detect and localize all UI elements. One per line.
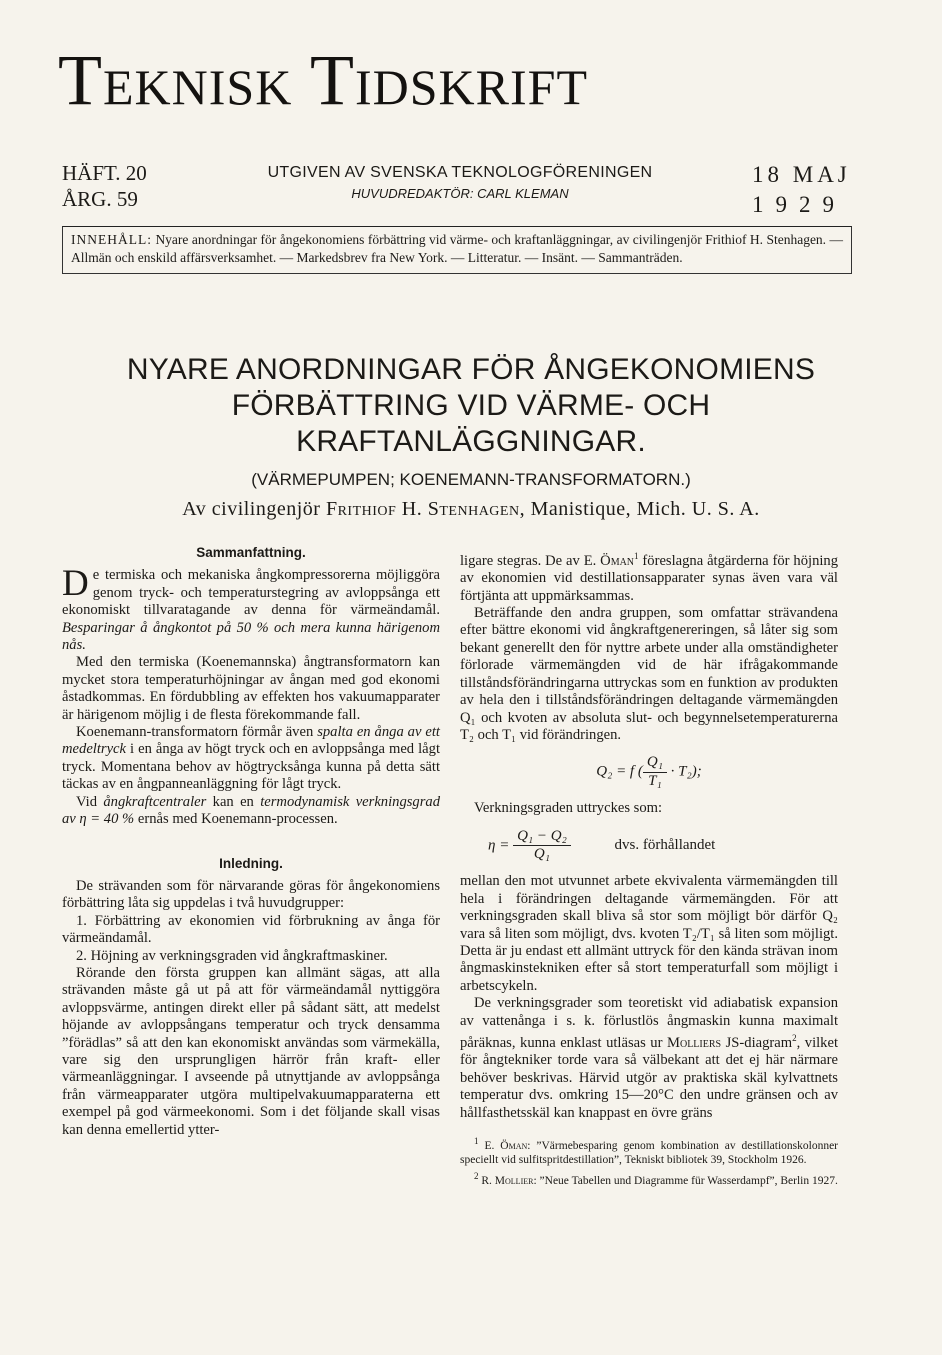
issue-info [62, 160, 147, 212]
intro-paragraph: De strävanden som för närvarande göras för ångekonomiens förbättring låta sig uppdelas i två huvudgrupper: [62, 877, 440, 912]
body-paragraph: ligare stegras. De av E. Öman$^1$ föreslagna åtgärderna för höjning av ekonomien vid destillationsapparater synas även vara väl förtjänta att uppmärksammas. [460, 551, 839, 604]
article-subtitle: (VÄRMEPUMPEN; KOENEMANN-TRANSFORMATORN.) [251, 470, 691, 489]
author-name: Frithiof H. Stenhagen [325, 498, 520, 520]
byline [40, 498, 902, 521]
masthead-title: Teknisk Tidskrift [58, 40, 589, 120]
date: 18 MAJ [752, 162, 851, 187]
volume-number: ÅRG. 59 [62, 187, 138, 211]
issue-number: HÄFT. 20 [62, 161, 147, 185]
toc-label: INNEHÅLL: [71, 232, 152, 247]
intro-heading: Inledning. [219, 855, 283, 871]
body-paragraph: mellan den mot utvunnet arbete ekvivalenta värmemängden till hela i förändringen deltagande värmemängden. För att verkningsgraden skall bliva så stor som möjligt bör därför Q₂ vara så liten som möjligt, dvs. kvoten T₂/T₁ så liten som möjligt. Detta är ju endast ett allmänt uttryck för den kända strävan inom ångmaskinstekniken efter så stort temperaturfall som möjligt i arbetscykeln. [460, 873, 838, 994]
drop-cap: D [62, 563, 89, 605]
footnotes [460, 1134, 838, 1188]
intro-paragraph: Rörande den första gruppen kan allmänt sägas, att alla strävanden måste gå ut på att för värmeändamål nyttiggöra avloppsvärme, antingen direkt eller på sådant sätt, att medelst höjande av avloppsångans temperatur och tryck densamma ”förädlas” så att den kan ekonomiskt användas som värmekälla, vare sig den ursprungligen härrör från kraft- eller värmeanläggningar. I avseende på utnyttjande av avloppsånga från värmeapparater utgöra multipelvakuumapparaterna ett exempel på god värmeekonomi. Som i det följande skall visas kan denna emellertid ytter- [62, 964, 440, 1138]
publisher: UTGIVEN AV SVENSKA TEKNOLOGFÖRENINGEN [267, 164, 653, 181]
summary-paragraph: De termiska och mekaniska ångkompressorerna möjliggöra genom tryck- och temperaturstegring av avloppsånga ett ekonomiskt tillvaratagande av denna för värmeändamål. Besparingar å ångkontot på 50 % och mera kunna härigenom nås. [62, 563, 440, 654]
list-item: 2. Höjning av verkningsgraden vid ångkraftmaskiner. [76, 947, 388, 964]
formula-q2: Q₂ = f ( $\frac{\text{Q₁}}{\text{T₁}}$ · T₂); [596, 754, 702, 789]
table-of-contents [62, 226, 852, 274]
body-paragraph: Verkningsgraden uttryckes som: [474, 800, 663, 817]
right-column [460, 548, 838, 1190]
left-column [62, 540, 440, 1139]
article-header [40, 352, 902, 521]
issue-date [752, 160, 851, 220]
year: 1929 [752, 192, 846, 217]
summary-paragraph: Koenemann-transformatorn förmår även spalta en ånga av ett medeltryck i en ånga av högt tryck och en avloppsånga med lågt tryck. Momentana behov av högtrycksånga kunna på detta sätt täckas av en ångpanneanläggning för lågt tryck. [62, 724, 440, 793]
body-paragraph: De verkningsgrader som teoretiskt vid adiabatisk expansion av vattenånga i s. k. förlustlös ångmaskin kunna maximalt påräknas, kunna enklast utläsas ur Molliers JS-diagram$^2$, vilket för ångtekniker torde vara så välbekant att det ej här närmare behöver beskrivas. Härvid utgör av praktiska skäl kylvattnets temperatur dvs. omkring 15—20°C den undre gränsen och av hållfasthetsskäl kan knappast en övre gräns [460, 995, 839, 1121]
byline-prefix: Av civilingenjör [182, 498, 321, 520]
formula-efficiency: η = $\frac{\text{Q₁ − Q₂}}{\text{Q₁}}$ dvs. förhållandet [488, 827, 716, 862]
body-paragraph: Beträffande den andra gruppen, som omfattar strävandena efter bättre ekonomi vid ångkraftgenereringen, så låter sig som bekant generellt den för nyttre arbete under alla omständigheter förlorade värmemängden vid de här ifrågakommande tillståndsförändringarna uttryckas som en funktion av produkten av hela den i tillståndsförändringen deltagande värmemängden Q₁ och kvoten av absoluta slut- och begynnelsetemperaturerna T₂ och T₁ vid förändringen. [460, 605, 838, 743]
publisher-info [240, 164, 680, 201]
footnote: $^2$ R. Mollier: ”Neue Tabellen und Diagramme für Wasserdampf”, Berlin 1927. [474, 1170, 838, 1187]
summary-paragraph: Vid ångkraftcentraler kan en termodynamisk verkningsgrad av η = 40 % ernås med Koenemann-processen. [62, 793, 440, 828]
author-location: , Manistique, Mich. U. S. A. [519, 498, 760, 520]
editor: HUVUDREDAKTÖR: CARL KLEMAN [351, 186, 569, 201]
list-item: 1. Förbättring av ekonomien vid förbrukning av ånga för värmeändamål. [62, 912, 440, 947]
summary-heading: Sammanfattning. [196, 545, 306, 560]
summary-paragraph: Med den termiska (Koenemannska) ångtransformatorn kan mycket stora temperaturhöjningar av ångan med god ekonomi åstadkommas. En fördubbling av effekten hos vakuumapparater är härigenom möjlig i de flesta förekommande fall. [62, 654, 440, 723]
toc-text: Nyare anordningar för ångekonomiens förbättring vid värme- och kraftanläggningar, av civilingenjör Frithiof H. Stenhagen. — Allmän och enskild affärsverksamhet. — Markedsbrev fra New York. — Litteratur. — Insänt. — Sammanträden. [71, 232, 843, 265]
article-title: NYARE ANORDNINGAR FÖR ÅNGEKONOMIENS FÖRBÄTTRING VID VÄRME- OCH KRAFTANLÄGGNINGAR. [126, 353, 816, 458]
footnote: $^1$ E. Öman: ”Värmebesparing genom kombination av destillationskolonner speciellt vid sulfitspritdestillation”, Tekniskt bibliotek 39, Stockholm 1926. [460, 1135, 839, 1166]
